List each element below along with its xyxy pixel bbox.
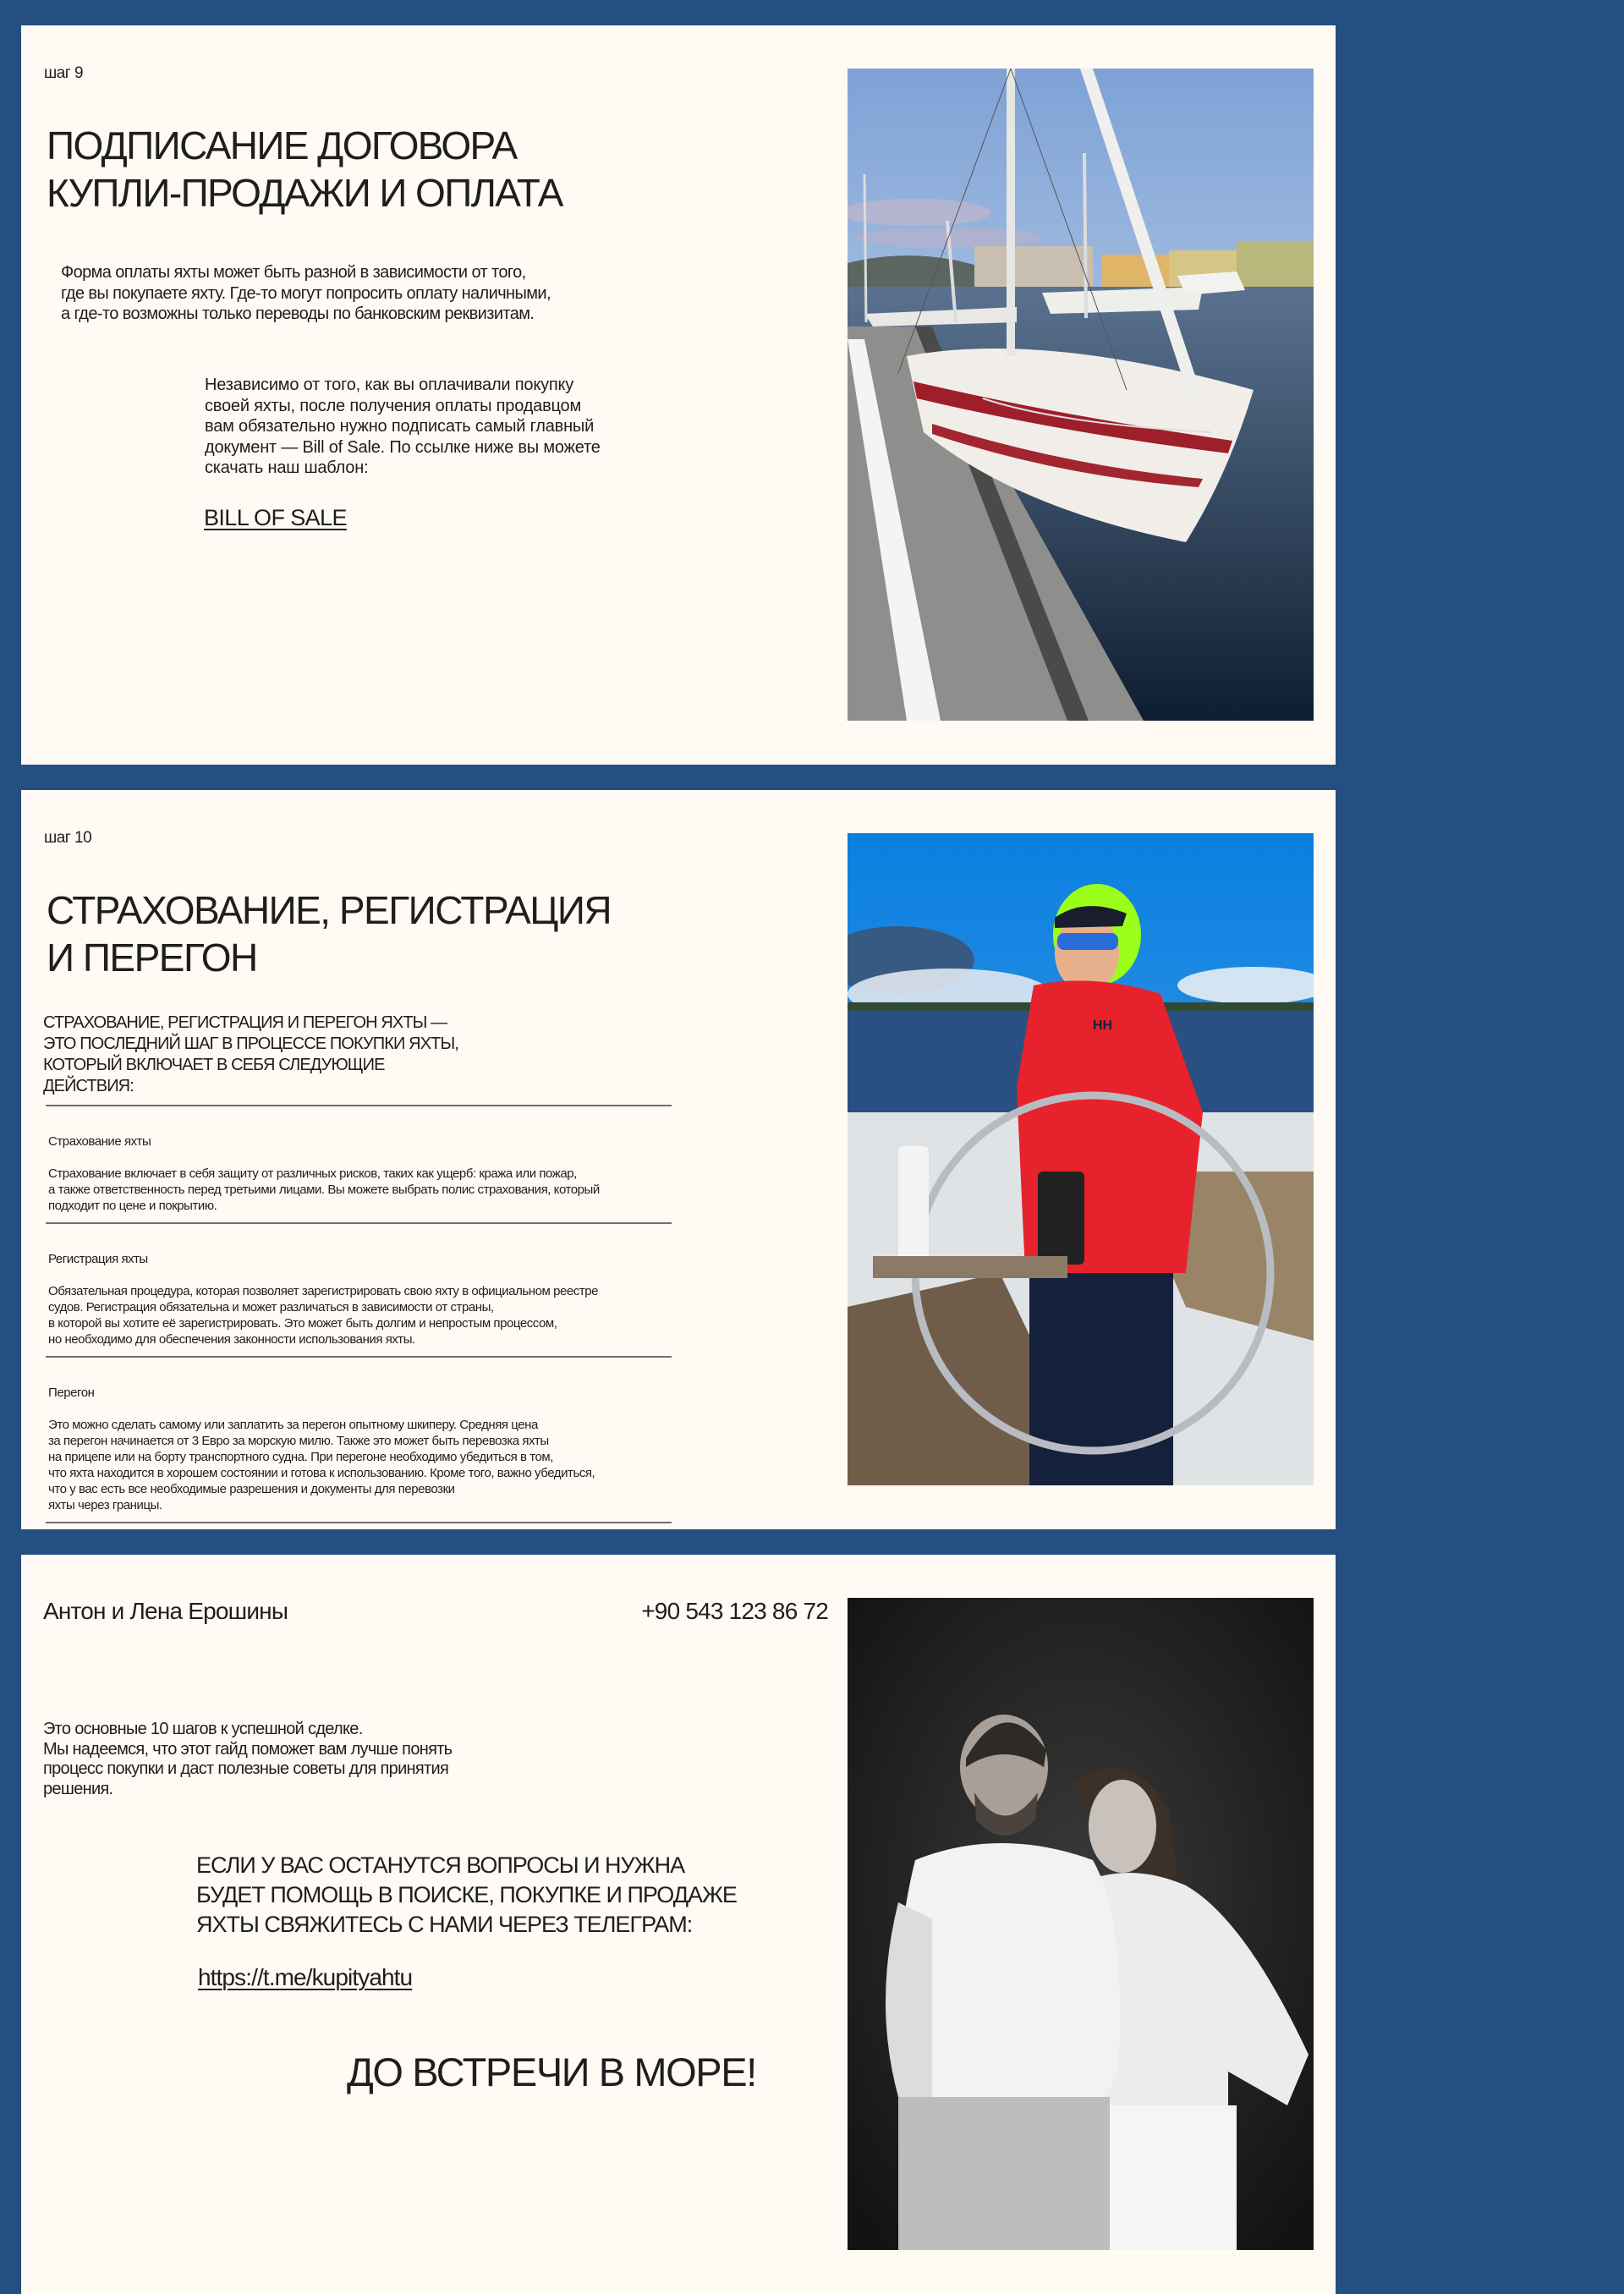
bill-of-sale-paragraph: Независимо от того, как вы оплачивали покупку своей яхты, после получения оплаты продавцом вам обязательно нужно подписать самый главный документ — Bill of Sale. По ссылке ниже вы можете скачать наш шаблон:	[205, 376, 601, 477]
author-names: Антон и Лена Ерошины	[43, 1598, 288, 1624]
payment-paragraph: Форма оплаты яхты может быть разной в зависимости от того, где вы покупаете яхту. Где-то могут попросить оплату наличными, а где-то возможны только переводы по банковским реквизитам.	[61, 263, 551, 323]
telegram-prompt: ЕСЛИ У ВАС ОСТАНУТСЯ ВОПРОСЫ И НУЖНА БУДЕТ ПОМОЩЬ В ПОИСКЕ, ПОКУПКЕ И ПРОДАЖЕ ЯХТЫ СВЯЖИТЕСЬ С НАМИ ЧЕРЕЗ ТЕЛЕГРАМ:	[196, 1852, 737, 1937]
skipper-photo-illustration	[848, 833, 1314, 1485]
list-item-text: Страхование включает в себя защиту от различных рисков, таких как ущерб: кража или пожар, а также ответственность перед третьими лицами. Вы можете выбрать полис страхования, который подходит по цене и покрытию.	[48, 1166, 600, 1213]
step-label: шаг 10	[44, 829, 92, 847]
actions-list	[46, 1105, 672, 1523]
contacts-panel	[21, 1555, 1336, 2294]
closing-paragraph: Это основные 10 шагов к успешной сделке. Мы надеемся, что этот гайд поможет вам лучше понять процесс покупки и даст полезные советы для принятия решения.	[43, 1720, 453, 1798]
list-item-delivery	[46, 1358, 672, 1522]
couple-portrait-photo	[848, 1598, 1314, 2250]
page-title: СТРАХОВАНИЕ, РЕГИСТРАЦИЯ И ПЕРЕГОН	[47, 888, 612, 980]
list-item-text: Обязательная процедура, которая позволяет зарегистрировать свою яхту в официальном реестре судов. Регистрация обязательна и может различаться в зависимости от страны, в которой вы хотите её зарегистрировать. Это может быть долгим и непростым процессом, но необходимо для обеспечения законности использования яхты.	[48, 1284, 599, 1347]
jacket-logo: HH	[1093, 1018, 1113, 1033]
section-intro: СТРАХОВАНИЕ, РЕГИСТРАЦИЯ И ПЕРЕГОН ЯХТЫ — ЭТО ПОСЛЕДНИЙ ШАГ В ПРОЦЕССЕ ПОКУПКИ ЯХТЫ, КОТОРЫЙ ВКЛЮЧАЕТ В СЕБЯ СЛЕДУЮЩИЕ ДЕЙСТВИЯ:	[43, 1013, 458, 1095]
list-item-registration	[46, 1224, 672, 1356]
phone-number[interactable]: +90 543 123 86 72	[641, 1598, 828, 1624]
step-10-panel	[21, 790, 1336, 1529]
divider	[46, 1522, 672, 1523]
couple-photo-illustration	[848, 1598, 1314, 2250]
list-item-title: Перегон	[48, 1386, 95, 1400]
list-item-title: Страхование яхты	[48, 1134, 151, 1149]
step-9-panel	[21, 25, 1336, 765]
farewell-heading: ДО ВСТРЕЧИ В МОРЕ!	[347, 2050, 756, 2094]
skipper-at-helm-photo	[848, 833, 1314, 1485]
telegram-link[interactable]: https://t.me/kupityahtu	[198, 1964, 413, 1990]
page-title: ПОДПИСАНИЕ ДОГОВОРА КУПЛИ-ПРОДАЖИ И ОПЛАТА	[47, 123, 562, 215]
bill-of-sale-link[interactable]: BILL OF SALE	[204, 505, 347, 530]
list-item-text: Это можно сделать самому или заплатить за перегон опытному шкиперу. Средняя цена за перегон начинается от 3 Евро за морскую милю. Также это может быть перевозка яхты на прицепе или на борту транспортного судна. При перегоне необходимо убедиться в том, что яхта находится в хорошем состоянии и готова к использованию. Кроме того, важно убедиться, что у вас есть все необходимые разрешения и документы для перевозки яхты через границы.	[48, 1418, 595, 1512]
yacht-photo-illustration	[848, 69, 1314, 721]
list-item-title: Регистрация яхты	[48, 1252, 148, 1266]
yacht-marina-photo	[848, 69, 1314, 721]
step-label: шаг 9	[44, 64, 84, 82]
list-item-insurance	[46, 1106, 672, 1222]
